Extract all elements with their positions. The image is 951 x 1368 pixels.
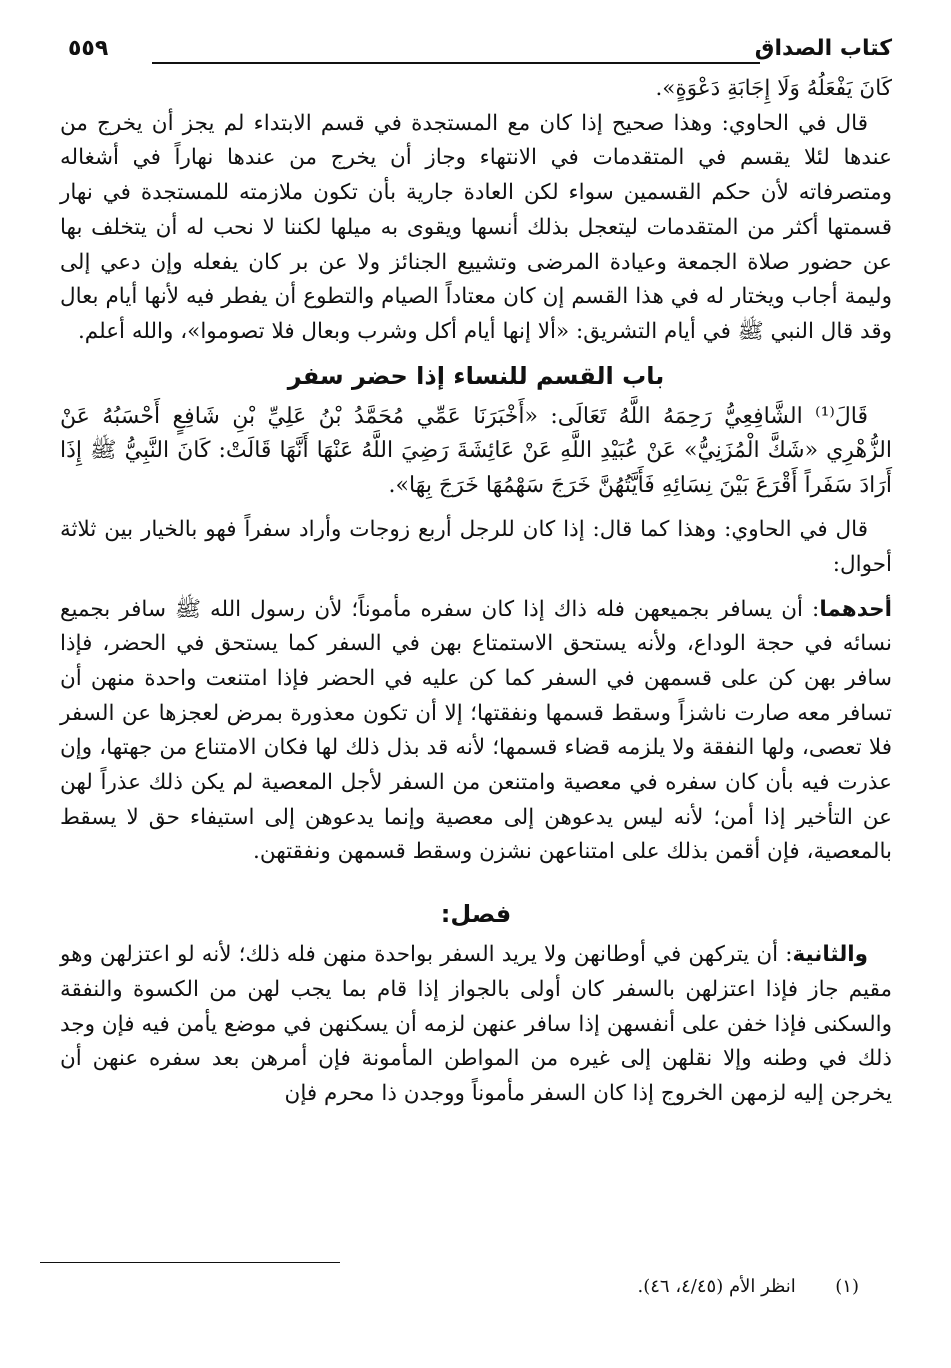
spacer <box>60 870 892 888</box>
footnote-number: (١) <box>835 1276 859 1297</box>
header-rule <box>152 62 760 64</box>
hadith-paragraph: قَالَ⁽¹⁾ الشَّافِعِيُّ رَحِمَهُ اللَّهُ تَعَالَى: «أَخْبَرَنَا عَمِّي مُحَمَّدُ بْنُ عَلِيِّ بْنِ شَافِعٍ أَحْسَبُهُ عَنْ الزُّهْرِي «شَكَّ الْمُزَنِيُّ» عَنْ عُبَيْدِ اللَّهِ عَنْ عَائِشَةَ رَضِيَ اللَّهُ عَنْهَا أَنَّهَا قَالَتْ: كَانَ النَّبِيُّ ﷺ إِذَا أَرَادَ سَفَراً أَقْرَعَ بَيْنَ نِسَائِهِ فَأَيَّتُهُنَّ خَرَجَ سَهْمُهَا خَرَجَ بِهَا». <box>60 403 892 498</box>
first-case-label: أحدهما <box>819 596 892 622</box>
continuation-paragraph: كَانَ يَفْعَلُهُ وَلَا إِجَابَةِ دَعْوَةٍ». <box>655 76 892 101</box>
page-number: ٥٥٩ <box>68 36 109 61</box>
footnote-rule <box>40 1262 340 1263</box>
first-case-text: : أن يسافر بجميعهن فله ذاك إذا كان سفره مأموناً؛ لأن رسول الله ﷺ سافر بجميع نسائه في حجة الوداع، ولأنه يستحق الاستمتاع بهن في السفر كما يستحق في الحضر، فإذا سافر بهن كن على قسمهن في السفر كما كن عليه في الحضر فإذا امتنعت واحدة منهن أن تسافر معه صارت ناشزاً وسقط قسمها ونفقتها؛ إلا أن تكون معذورة بمرض لعجزها عن السفر فلا تعصى، ولها النفقة ولا يلزمه قضاء قسمها؛ لأنه قد بذل ذلك لها فكان الامتناع من جهتها، وإن عذرت فيه بأن كان سفره في معصية وامتنعن من السفر لأجل المعصية لم يكن ذلك عذراً لهن عن التأخير إذا أمن؛ لأنه ليس يدعوهن إلى معصية وإنما يدعوهن إلى استيفاء حق لا يسقط بالمعصية، فإن أقمن بذلك على امتناعهن نشزن وسقط قسمهن ونفقتهن. <box>60 596 892 865</box>
second-case-label: والثانية <box>792 942 868 968</box>
paragraph-second-case <box>60 938 892 1112</box>
section-heading: فصل: <box>440 900 512 929</box>
book-title: كتاب الصداق <box>754 36 892 61</box>
paragraph-hawi-1: قال في الحاوي: وهذا صحيح إذا كان مع المستجدة في قسم الابتداء لم يجز أن يخرج من عندها لئلا يقسم في المتقدمات في الانتهاء وجاز أن يخرج من عندها نهاراً في أشغاله ومتصرفاته لأن حكم القسمين سواء لكن العادة جارية بأن تكون ملازمته للمستجدة في نهار قسمتها أكثر من المتقدمات ليتعجل بذلك أنسها ويقوى به ميلها لكننا لا نحب له أن يتخلف بها عن حضور صلاة الجمعة وعيادة المرضى وتشييع الجنائز ولا عن بر كان يفعله وإن دعي إلى وليمة أجاب ويختار له في هذا القسم إن كان معتاداً الصيام والتطوع أن يفطر فيه لأنها أيام بعال وقد قال النبي ﷺ في أيام التشريق: «ألا إنها أيام أكل وشرب وبعال فلا تصوموا»، والله أعلم. <box>60 110 892 344</box>
paragraph-hawi-2: قال في الحاوي: وهذا كما قال: إذا كان للرجل أربع زوجات وأراد سفراً فهو بالخيار بين ثلاثة أحوال: <box>60 517 892 577</box>
page <box>60 22 892 1112</box>
paragraph-first-case <box>60 593 892 871</box>
footnote-text: انظر الأم (٤/٤٥، ٤٦). <box>637 1276 796 1297</box>
chapter-heading: باب القسم للنساء إذا حضر سفر <box>287 361 665 390</box>
spacer <box>60 583 892 593</box>
second-case-text: : أن يتركهن في أوطانهن ولا يريد السفر بواحدة منهن فله ذلك؛ لأنه لو اعتزلهن وهو مقيم جاز فإذا اعتزلهن بالسفر كان أولى بالجواز إذا قام بما يجب لهن من الكسوة والنفقة والسكنى فإذا خفن على أنفسهن إذا سافر عنهن لزمه أن يسكنهن في موضع يأمن فيه فإن وجد ذلك في وطنه وإلا نقلهن إلى غيره من المواطن المأمونة فإن أمرهن بعد سفره عنهن أن يخرجن إليه لزمهن الخروج إذا كان السفر مأموناً ووجدن ذا محرم فإن <box>60 942 892 1106</box>
spacer <box>60 503 892 513</box>
page-header <box>60 22 892 64</box>
